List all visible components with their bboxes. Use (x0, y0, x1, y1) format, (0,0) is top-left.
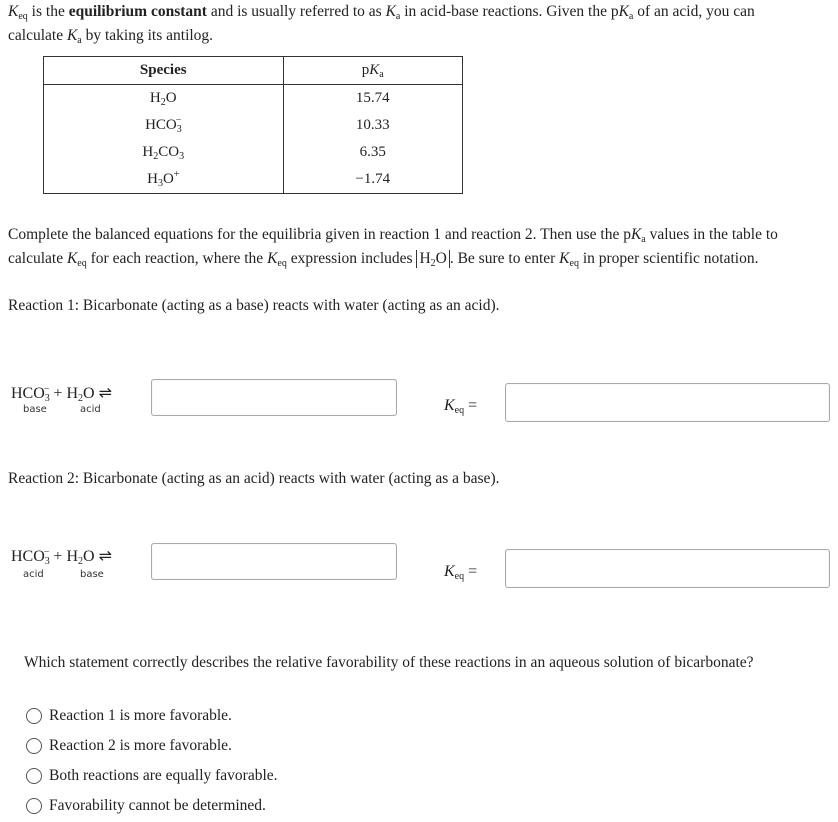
reaction2-keq-label: $K_{eq}$ = (444, 563, 478, 582)
reaction2-title: Reaction 2: Bicarbonate (acting as an acid) reacts with water (acting as a base). (8, 470, 500, 487)
pka-table (43, 56, 463, 194)
pka-cell: 6.35 (283, 139, 462, 166)
reaction1-title: Reaction 1: Bicarbonate (acting as a base) reacts with water (acting as an acid). (8, 297, 500, 314)
reaction1-label-base: base (23, 404, 47, 415)
option-reaction2-more-favorable[interactable]: Reaction 2 is more favorable. (26, 735, 232, 757)
option-reaction1-more-favorable[interactable]: Reaction 1 is more favorable. (26, 705, 232, 727)
table-row (44, 112, 463, 139)
species-cell: $H_2CO_3$ (44, 139, 284, 166)
radio-button[interactable] (26, 798, 42, 814)
radio-button[interactable] (26, 768, 42, 784)
instructions-line-1: Complete the balanced equations for the equilibria given in reaction 1 and reaction 2. Then use the $pK_a$ values in the table to (8, 226, 778, 245)
reaction2-products-input[interactable] (151, 543, 397, 580)
radio-button[interactable] (26, 708, 42, 724)
reaction1-products-input[interactable] (151, 379, 397, 416)
reaction2-equation: $HCO_3^- + H_2O$ ⇌ (11, 546, 112, 567)
species-header: Species (44, 57, 284, 85)
reaction1-keq-label: $K_{eq}$ = (444, 397, 478, 416)
option-equally-favorable[interactable]: Both reactions are equally favorable. (26, 765, 278, 787)
intro-line-1: $K_{eq}$ is the equilibrium constant and is usually referred to as $K_a$ in acid-base reactions. Given the $pK_a$ of an acid, you can (8, 3, 755, 22)
table-row (44, 139, 463, 166)
reaction1-keq-input[interactable] (505, 383, 830, 422)
equilibrium-arrow-icon: ⇌ (98, 383, 112, 402)
pka-cell: −1.74 (283, 166, 462, 194)
reaction2-label-acid: acid (23, 569, 44, 580)
water-concentration: $H_2O$ (416, 250, 449, 268)
equilibrium-arrow-icon: ⇌ (98, 546, 112, 565)
pka-cell: 15.74 (283, 85, 462, 113)
reaction2-label-base: base (80, 569, 104, 580)
species-cell: $H_2O$ (44, 85, 284, 113)
instructions-line-2: calculate $K_{eq}$ for each reaction, where the $K_{eq}$ expression includes $H_2O$ . Be sure to enter $K_{eq}$ in proper scientific notation. (8, 250, 759, 269)
favorability-question: Which statement correctly describes the relative favorability of these reactions in an aqueous solution of bicarbonate? (24, 654, 754, 671)
intro-line-2: calculate $K_a$ by taking its antilog. (8, 27, 214, 46)
species-cell: $H_3O^+$ (44, 166, 284, 194)
table-header-row (44, 57, 463, 85)
species-cell: $HCO_3^-$ (44, 112, 284, 139)
reaction2-keq-input[interactable] (505, 549, 830, 588)
table-row (44, 85, 463, 113)
reaction1-label-acid: acid (80, 404, 101, 415)
pka-cell: 10.33 (283, 112, 462, 139)
pka-header: $pK_a$ (283, 57, 462, 85)
reaction1-equation: $HCO_3^- + H_2O$ ⇌ (11, 383, 112, 404)
option-cannot-be-determined[interactable]: Favorability cannot be determined. (26, 795, 266, 817)
radio-button[interactable] (26, 738, 42, 754)
table-row (44, 166, 463, 194)
